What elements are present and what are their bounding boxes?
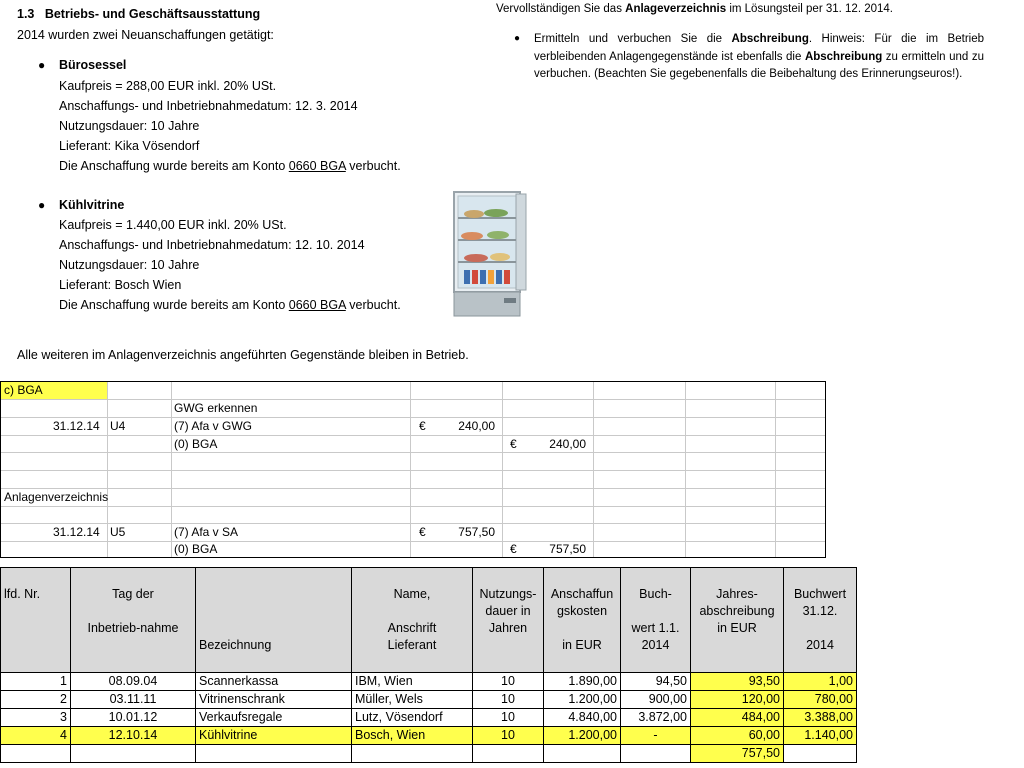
instruction-post: im Lösungsteil per 31. 12. 2014.	[726, 3, 893, 15]
entry1-code: U4	[110, 419, 126, 433]
item-1-account: 0660 BGA	[288, 159, 346, 173]
header-nr: lfd. Nr.	[1, 568, 71, 673]
cell-nr: 4	[1, 727, 71, 745]
header-bezeichnung: Bezeichnung	[196, 568, 352, 673]
instruction-pre: Vervollständigen Sie das	[496, 3, 626, 15]
header-nutzungsdauer: Nutzungs-dauer in Jahren	[473, 568, 544, 673]
table-row	[1, 691, 857, 709]
item-2-booked	[59, 295, 401, 315]
entry1-credit-amount: 240,00	[549, 437, 586, 451]
entry1-debit-amount: 240,00	[458, 419, 495, 433]
instruction-bullet-b1: Abschreibung	[731, 33, 809, 45]
cell-anschaffungskosten: 4.840,00	[544, 709, 621, 727]
section-intro: 2014 wurden zwei Neuanschaffungen getätigt:	[17, 28, 274, 42]
cell-jahresabschreibung: 60,00	[691, 727, 784, 745]
gwg-label: GWG erkennen	[174, 401, 258, 415]
cell-anschaffungskosten: 1.200,00	[544, 727, 621, 745]
note-text: Alle weiteren im Anlagenverzeichnis angeführten Gegenstände bleiben in Betrieb.	[17, 348, 469, 362]
cell-nr: 3	[1, 709, 71, 727]
section-number: 1.3	[17, 7, 35, 21]
section-title: Betriebs- und Geschäftsausstattung	[44, 7, 261, 21]
cell-buchwert-start: 900,00	[621, 691, 691, 709]
table-row-highlighted	[1, 727, 857, 745]
cell-jahresabschreibung: 484,00	[691, 709, 784, 727]
cell-nr: 2	[1, 691, 71, 709]
item-1-booked-pre: Die Anschaffung wurde bereits am Konto	[59, 159, 289, 173]
cell-buchwert-end: 780,00	[784, 691, 857, 709]
instruction-bold: Anlageverzeichnis	[625, 3, 727, 15]
bullet-icon: ●	[38, 198, 46, 212]
asset-register-table	[0, 567, 857, 763]
cell-anschaffungskosten: 1.890,00	[544, 673, 621, 691]
section-heading	[17, 4, 260, 24]
item-1-life: Nutzungsdauer: 10 Jahre	[59, 119, 200, 133]
instruction-bullet-b2: Abschreibung	[804, 50, 883, 63]
ledger-grid	[0, 381, 826, 558]
entry2-debit-text: (7) Afa v SA	[174, 525, 239, 539]
cell-tag: 03.11.11	[71, 691, 196, 709]
item-1-booked	[59, 156, 401, 176]
table-total-row	[1, 745, 857, 763]
cell-buchwert-start: 94,50	[621, 673, 691, 691]
instruction-bullet-p1: Ermitteln und verbuchen Sie die	[534, 33, 732, 45]
cell-tag: 12.10.14	[71, 727, 196, 745]
cell-tag: 10.01.12	[71, 709, 196, 727]
entry2-debit-amount: 757,50	[458, 525, 495, 539]
entry2-credit-currency: €	[510, 542, 517, 556]
entry1-date: 31.12.14	[53, 419, 100, 433]
item-1-supplier: Lieferant: Kika Vösendorf	[59, 139, 200, 153]
entry2-code: U5	[110, 525, 126, 539]
bullet-icon: ●	[514, 33, 521, 44]
total-jahresabschreibung: 757,50	[691, 745, 784, 763]
entry2-credit-text: (0) BGA	[174, 542, 218, 556]
refrigerated-display-case-image	[452, 190, 528, 320]
entry1-credit-currency: €	[510, 437, 517, 451]
instruction-bullet	[534, 31, 984, 84]
header-jahresabschreibung: Jahres-abschreibung in EUR	[691, 568, 784, 673]
item-1-price: Kaufpreis = 288,00 EUR inkl. 20% USt.	[59, 79, 277, 93]
cell-buchwert-start: -	[621, 727, 691, 745]
bullet-icon: ●	[38, 58, 46, 72]
cell-nr: 1	[1, 673, 71, 691]
item-1-booked-post: verbucht.	[345, 159, 401, 173]
cell-nutzungsdauer: 10	[473, 727, 544, 745]
item-2-supplier: Lieferant: Bosch Wien	[59, 278, 182, 292]
item-2-booked-post: verbucht.	[345, 298, 401, 312]
item-2-date: Anschaffungs- und Inbetriebnahmedatum: 12. 10. 2014	[59, 238, 365, 252]
cell-bezeichnung: Kühlvitrine	[196, 727, 352, 745]
entry2-debit-currency: €	[419, 525, 426, 539]
item-2-account: 0660 BGA	[288, 298, 346, 312]
table-row	[1, 709, 857, 727]
entry1-debit-currency: €	[419, 419, 426, 433]
ledger-heading: c) BGA	[1, 382, 107, 399]
item-2-booked-pre: Die Anschaffung wurde bereits am Konto	[59, 298, 289, 312]
cell-bezeichnung: Scannerkassa	[196, 673, 352, 691]
entry2-date: 31.12.14	[53, 525, 100, 539]
cell-nutzungsdauer: 10	[473, 691, 544, 709]
cell-name: IBM, Wien	[352, 673, 473, 691]
header-name: Name, Anschrift Lieferant	[352, 568, 473, 673]
item-2-price: Kaufpreis = 1.440,00 EUR inkl. 20% USt.	[59, 218, 287, 232]
cell-bezeichnung: Verkaufsregale	[196, 709, 352, 727]
instruction-bullet-p2: . Hinweis: Für die im Betrieb verbleibenden Anlagengegenstände ist ebenfalls die	[534, 33, 984, 63]
header-buchwert-start: Buch- wert 1.1. 2014	[621, 568, 691, 673]
cell-buchwert-start: 3.872,00	[621, 709, 691, 727]
cell-name: Bosch, Wien	[352, 727, 473, 745]
header-tag: Tag der Inbetrieb-nahme	[71, 568, 196, 673]
cell-tag: 08.09.04	[71, 673, 196, 691]
instruction-line	[496, 1, 893, 18]
cell-nutzungsdauer: 10	[473, 673, 544, 691]
cell-buchwert-end: 3.388,00	[784, 709, 857, 727]
cell-anschaffungskosten: 1.200,00	[544, 691, 621, 709]
cell-name: Müller, Wels	[352, 691, 473, 709]
entry2-credit-amount: 757,50	[549, 542, 586, 556]
cell-nutzungsdauer: 10	[473, 709, 544, 727]
ledger-section2: Anlagenverzeichnis	[4, 490, 109, 504]
cell-bezeichnung: Vitrinenschrank	[196, 691, 352, 709]
instruction-bullet-p3: zu ermitteln und zu verbuchen. (Beachten Sie gegebenenfalls die Beibehaltung des Erinnerungseuros!).	[534, 50, 985, 80]
header-anschaffungskosten: Anschaffun gskosten in EUR	[544, 568, 621, 673]
item-1-date: Anschaffungs- und Inbetriebnahmedatum: 12. 3. 2014	[59, 99, 358, 113]
cell-buchwert-end: 1.140,00	[784, 727, 857, 745]
cell-jahresabschreibung: 93,50	[691, 673, 784, 691]
item-1-name: Bürosessel	[59, 58, 127, 72]
entry1-debit-text: (7) Afa v GWG	[174, 419, 253, 433]
header-buchwert-end: Buchwert 31.12. 2014	[784, 568, 857, 673]
entry1-credit-text: (0) BGA	[174, 437, 218, 451]
table-row	[1, 673, 857, 691]
item-2-name: Kühlvitrine	[59, 198, 125, 212]
item-2-life: Nutzungsdauer: 10 Jahre	[59, 258, 200, 272]
cell-jahresabschreibung: 120,00	[691, 691, 784, 709]
cell-buchwert-end: 1,00	[784, 673, 857, 691]
cell-name: Lutz, Vösendorf	[352, 709, 473, 727]
